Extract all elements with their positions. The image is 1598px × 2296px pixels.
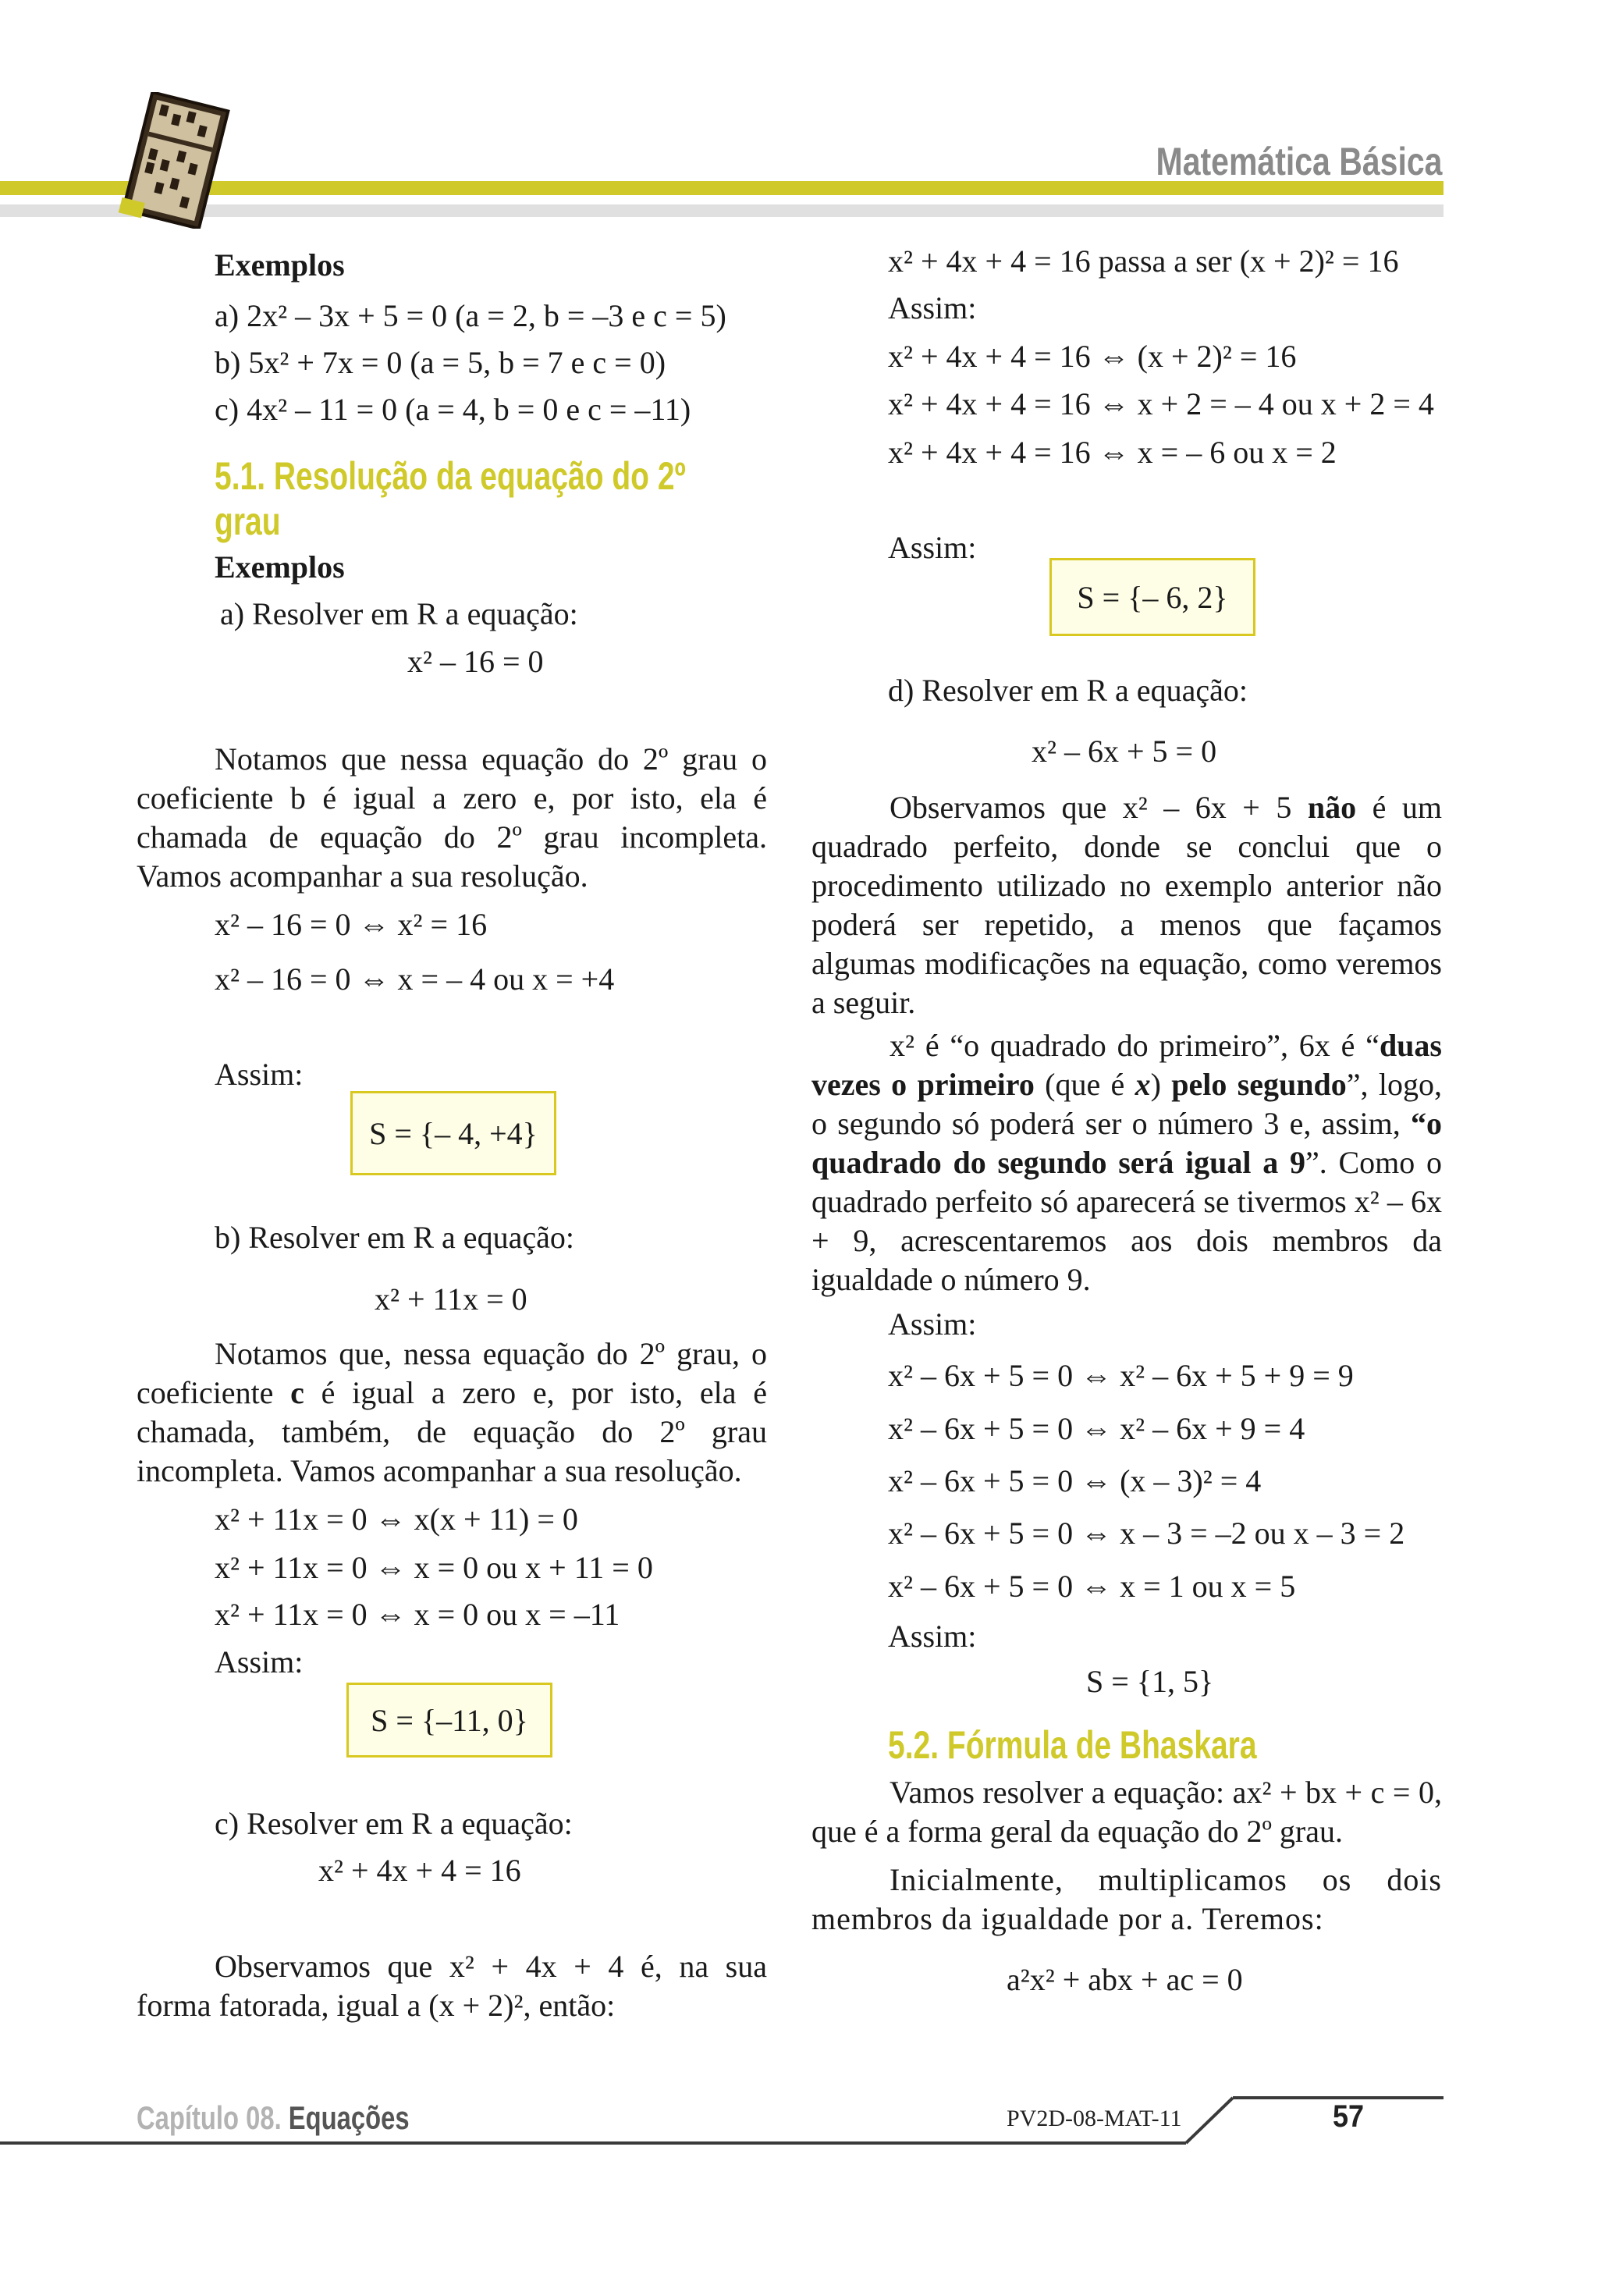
example-c-step-3: x² + 4x + 4 = 16 ⇔ x = – 6 ou x = 2 <box>888 435 1337 470</box>
example-c-intro: c) Resolver em R a equação: <box>215 1806 573 1841</box>
footer-chapter <box>137 2099 410 2137</box>
example-c-solution: S = {– 6, 2} <box>1077 579 1228 615</box>
example-a-equation: x² – 16 = 0 <box>407 644 544 679</box>
example-d-intro: d) Resolver em R a equação: <box>888 673 1248 708</box>
example-b-solution: S = {–11, 0} <box>371 1702 528 1738</box>
example-a-solution-box <box>350 1091 556 1175</box>
example-c-step-1: x² + 4x + 4 = 16 ⇔ (x + 2)² = 16 <box>888 339 1297 374</box>
example-a-assim: Assim: <box>215 1057 304 1092</box>
examples-heading-2: Exemplos <box>215 549 345 585</box>
example-c-step-2: x² + 4x + 4 = 16 ⇔ x + 2 = – 4 ou x + 2 = 4 <box>888 386 1434 421</box>
example-d-step-2: x² – 6x + 5 = 0 ⇔ x² – 6x + 9 = 4 <box>888 1411 1305 1446</box>
example-c-assim-2: Assim: <box>888 530 977 565</box>
example-a-paragraph: Notamos que nessa equação do 2º grau o coeficiente b é igual a zero e, por isto, ela é chamada de equação do 2º grau incompleta. Vamos acompanhar a sua resolução. <box>137 741 767 894</box>
section-5-1-title-cont: grau <box>215 499 281 543</box>
example-d-equation: x² – 6x + 5 = 0 <box>1032 734 1217 769</box>
example-d-step-4: x² – 6x + 5 = 0 ⇔ x – 3 = –2 ou x – 3 = 2 <box>888 1516 1405 1551</box>
example-c: c) 4x² – 11 = 0 (a = 4, b = 0 e c = –11) <box>215 392 691 427</box>
example-b-step-2: x² + 11x = 0 ⇔ x = 0 ou x + 11 = 0 <box>215 1550 653 1585</box>
example-a-step-2: x² – 16 = 0 ⇔ x = – 4 ou x = +4 <box>215 961 615 997</box>
section-5-2-paragraph-1: Vamos resolver a equação: ax² + bx + c = 0, que é a forma geral da equação do 2º grau. <box>811 1775 1442 1849</box>
example-b-equation: x² + 11x = 0 <box>375 1281 527 1317</box>
example-a: a) 2x² – 3x + 5 = 0 (a = 2, b = –3 e c = 5) <box>215 298 726 333</box>
example-d-assim-1: Assim: <box>888 1306 977 1342</box>
section-5-2-equation: a²x² + abx + ac = 0 <box>1007 1962 1243 1997</box>
footer-code: PV2D-08-MAT-11 <box>1007 2106 1182 2131</box>
example-b: b) 5x² + 7x = 0 (a = 5, b = 7 e c = 0) <box>215 345 666 380</box>
example-b-solution-box <box>346 1683 552 1758</box>
example-b-intro: b) Resolver em R a equação: <box>215 1220 574 1255</box>
example-c-solution-box <box>1049 558 1255 636</box>
example-b-paragraph: Notamos que, nessa equação do 2º grau, o coeficiente c é igual a zero e, por isto, ela é chamada, também, de equação do 2º grau incompleta. Vamos acompanhar a sua resolução. <box>137 1336 767 1488</box>
book-title: Matemática Básica <box>1156 140 1442 183</box>
example-d-solution: S = {1, 5} <box>1086 1664 1214 1699</box>
example-d-step-5: x² – 6x + 5 = 0 ⇔ x = 1 ou x = 5 <box>888 1569 1296 1604</box>
example-a-intro: a) Resolver em R a equação: <box>220 596 578 631</box>
examples-heading: Exemplos <box>215 247 345 283</box>
example-d-paragraph-2: x² é “o quadrado do primeiro”, 6x é “duas vezes o primeiro (que é x) pelo segundo”, logo, o segundo só poderá ser o número 3 e, assim, “o quadrado do segundo será igual a 9”. Como o quadrado perfeito só aparecerá se tivermos x² – 6x + 9, acrescentaremos aos dois membros da igualdade o número 9. <box>811 1028 1442 1297</box>
section-5-2-title: 5.2. Fórmula de Bhaskara <box>888 1723 1257 1767</box>
example-a-solution: S = {– 4, +4} <box>369 1115 538 1151</box>
example-c-assim-1: Assim: <box>888 290 977 325</box>
section-5-2-paragraph-2: Inicialmente, multiplicamos os dois membros da igualdade por a. Teremos: <box>811 1862 1442 1936</box>
example-c-equation: x² + 4x + 4 = 16 <box>318 1853 521 1888</box>
example-a-step-1: x² – 16 = 0 ⇔ x² = 16 <box>215 907 488 942</box>
example-b-step-1: x² + 11x = 0 ⇔ x(x + 11) = 0 <box>215 1502 578 1537</box>
example-d-step-1: x² – 6x + 5 = 0 ⇔ x² – 6x + 5 + 9 = 9 <box>888 1358 1354 1393</box>
page-number: 57 <box>1333 2099 1365 2134</box>
example-c-continued: x² + 4x + 4 = 16 passa a ser (x + 2)² = 16 <box>888 243 1399 279</box>
example-b-step-3: x² + 11x = 0 ⇔ x = 0 ou x = –11 <box>215 1597 620 1632</box>
section-5-1-title: 5.1. Resolução da equação do 2º <box>215 454 686 498</box>
example-b-assim: Assim: <box>215 1644 304 1679</box>
example-d-step-3: x² – 6x + 5 = 0 ⇔ (x – 3)² = 4 <box>888 1463 1262 1498</box>
example-d-paragraph-1: Observamos que x² – 6x + 5 não é um quadrado perfeito, donde se conclui que o procedimento utilizado no exemplo anterior não poderá ser repetido, a menos que façamos algumas modificações na equação, como veremos a seguir. <box>811 790 1443 1020</box>
footer-chapter-label: Capítulo 08. <box>137 2099 282 2136</box>
example-c-paragraph: Observamos que x² + 4x + 4 é, na sua forma fatorada, igual a (x + 2)², então: <box>137 1949 767 2023</box>
footer-chapter-name: Equações <box>288 2099 410 2136</box>
example-d-assim-2: Assim: <box>888 1619 977 1654</box>
abacus-icon <box>117 92 234 229</box>
